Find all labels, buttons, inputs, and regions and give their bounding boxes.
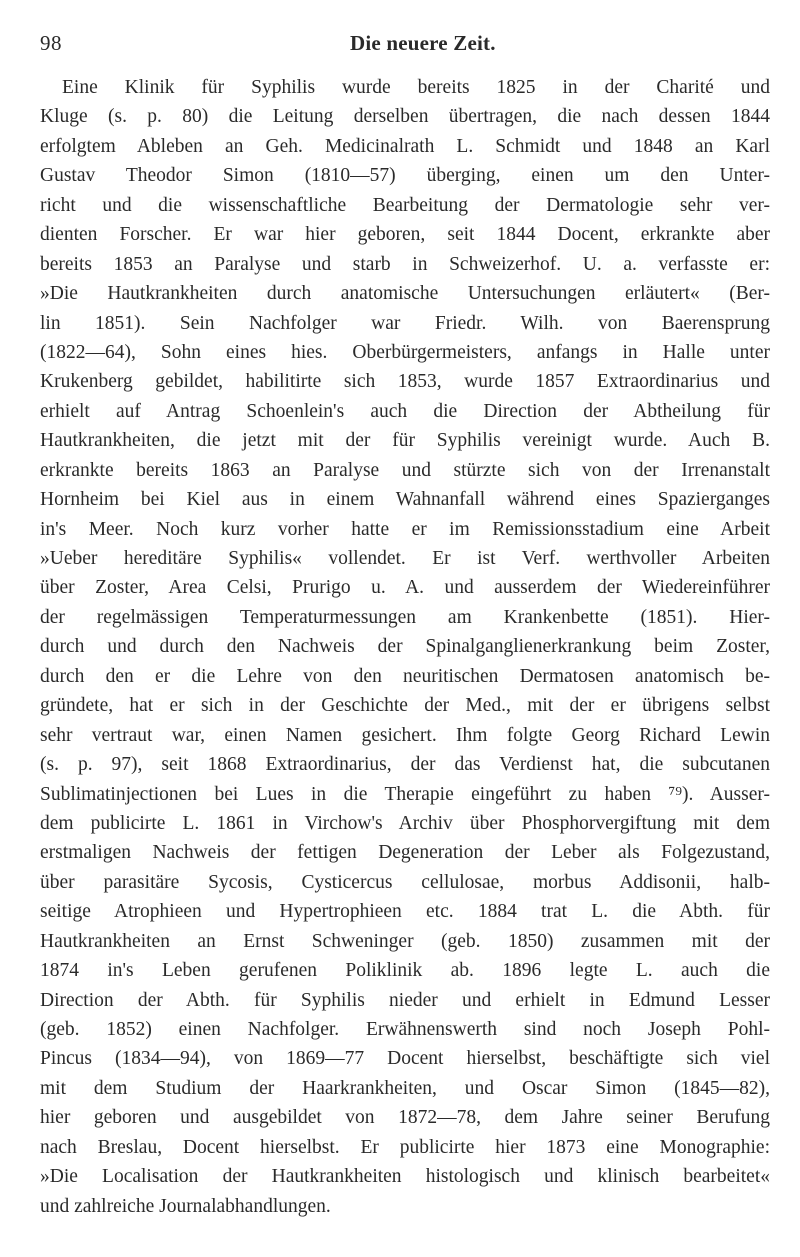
text-line: Hautkrankheiten, die jetzt mit der für Syphilis vereinigt wurde. Auch B. xyxy=(40,430,770,452)
text-line: lin 1851). Sein Nachfolger war Friedr. Wilh. von Baerensprung xyxy=(40,312,770,334)
text-line: hier geboren und ausgebildet von 1872—78, dem Jahre seiner Berufung xyxy=(40,1107,770,1129)
body-text xyxy=(40,73,770,1221)
text-line: 1874 in's Leben gerufenen Poliklinik ab. 1896 legte L. auch die xyxy=(40,960,770,982)
text-line: seitige Atrophieen und Hypertrophieen etc. 1884 trat L. die Abth. für xyxy=(40,901,770,923)
running-head: Die neuere Zeit. xyxy=(350,31,496,55)
text-line: durch den er die Lehre von den neuritischen Dermatosen anatomisch be- xyxy=(40,665,770,687)
text-line: bereits 1853 an Paralyse und starb in Schweizerhof. U. a. verfasste er: xyxy=(40,253,770,275)
text-line: »Die Localisation der Hautkrankheiten histologisch und klinisch bearbeitet« xyxy=(40,1166,770,1188)
text-line: Direction der Abth. für Syphilis nieder und erhielt in Edmund Lesser xyxy=(40,989,770,1011)
text-line: über Zoster, Area Celsi, Prurigo u. A. und ausserdem der Wiedereinführer xyxy=(40,577,770,599)
page-header xyxy=(40,30,770,60)
text-line: durch und durch den Nachweis der Spinalganglienerkrankung beim Zoster, xyxy=(40,636,770,658)
text-line: (1822—64), Sohn eines hies. Oberbürgermeisters, anfangs in Halle unter xyxy=(40,341,770,363)
text-line: erhielt auf Antrag Schoenlein's auch die Direction der Abtheilung für xyxy=(40,400,770,422)
page-number: 98 xyxy=(40,31,62,55)
text-line: Gustav Theodor Simon (1810—57) überging, einen um den Unter- xyxy=(40,165,770,187)
text-line: Pincus (1834—94), von 1869—77 Docent hierselbst, beschäftigte sich viel xyxy=(40,1048,770,1070)
text-line: richt und die wissenschaftliche Bearbeitung der Dermatologie sehr ver- xyxy=(40,194,770,216)
text-line: Eine Klinik für Syphilis wurde bereits 1825 in der Charité und xyxy=(62,77,770,98)
text-line: erkrankte bereits 1863 an Paralyse und stürzte sich von der Irrenanstalt xyxy=(40,459,770,481)
text-line: über parasitäre Sycosis, Cysticercus cellulosae, morbus Addisonii, halb- xyxy=(40,871,770,893)
text-line: »Ueber hereditäre Syphilis« vollendet. Er ist Verf. werthvoller Arbeiten xyxy=(40,548,770,569)
text-line: Hautkrankheiten an Ernst Schweninger (geb. 1850) zusammen mit der xyxy=(40,930,770,952)
text-line: (geb. 1852) einen Nachfolger. Erwähnenswerth sind noch Joseph Pohl- xyxy=(40,1019,770,1040)
text-line: erstmaligen Nachweis der fettigen Degeneration der Leber als Folgezustand, xyxy=(40,842,770,864)
text-line: dem publicirte L. 1861 in Virchow's Archiv über Phosphorvergiftung mit dem xyxy=(40,812,770,834)
text-line: der regelmässigen Temperaturmessungen am Krankenbette (1851). Hier- xyxy=(40,606,770,628)
text-line: (s. p. 97), seit 1868 Extraordinarius, der das Verdienst hat, die subcutanen xyxy=(40,754,770,776)
text-line: Sublimatinjectionen bei Lues in die Therapie eingeführt zu haben ⁷⁹). Ausser- xyxy=(40,783,770,805)
text-line: Hornheim bei Kiel aus in einem Wahnanfall während eines Spazierganges xyxy=(40,489,770,511)
text-line: Kluge (s. p. 80) die Leitung derselben übertragen, die nach dessen 1844 xyxy=(40,106,770,128)
text-line: dienten Forscher. Er war hier geboren, seit 1844 Docent, erkrankte aber xyxy=(40,224,770,246)
text-line: gründete, hat er sich in der Geschichte der Med., mit der er übrigens selbst xyxy=(40,695,770,717)
text-line: in's Meer. Noch kurz vorher hatte er im Remissionsstadium eine Arbeit xyxy=(40,518,770,540)
text-line: mit dem Studium der Haarkrankheiten, und Oscar Simon (1845—82), xyxy=(40,1077,770,1099)
text-line: Krukenberg gebildet, habilitirte sich 1853, wurde 1857 Extraordinarius und xyxy=(40,371,770,393)
text-line: und zahlreiche Journalabhandlungen. xyxy=(40,1195,331,1217)
text-line: sehr vertraut war, einen Namen gesichert. Ihm folgte Georg Richard Lewin xyxy=(40,724,770,746)
text-line: nach Breslau, Docent hierselbst. Er publicirte hier 1873 eine Monographie: xyxy=(40,1136,770,1158)
text-line: erfolgtem Ableben an Geh. Medicinalrath L. Schmidt und 1848 an Karl xyxy=(40,135,770,157)
text-line: »Die Hautkrankheiten durch anatomische Untersuchungen erläutert« (Ber- xyxy=(40,283,770,305)
